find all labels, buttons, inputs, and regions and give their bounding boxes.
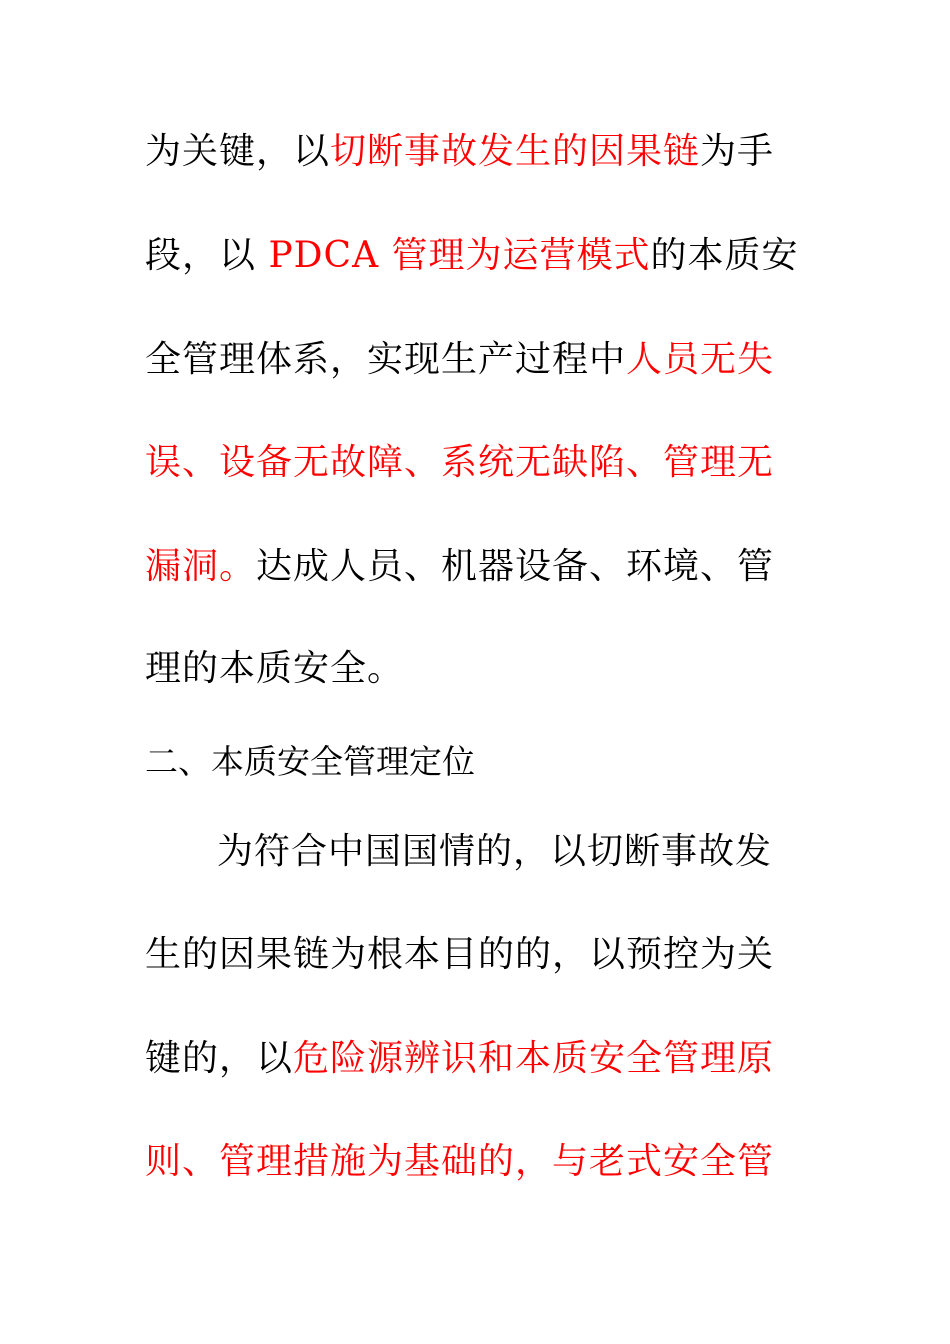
highlight-segment: 漏洞。 [145,546,257,587]
text-segment: 键的，以 [145,1038,294,1079]
highlight-segment: PDCA 管理为运营模式 [268,235,651,276]
text-line-4 [145,441,774,485]
text-segment: 理的本质安全。 [145,648,405,689]
text-segment: 全管理体系，实现生产过程中 [145,339,627,380]
highlight-segment: 人员无失 [626,339,775,380]
highlight-segment: 危险源辨识和本质安全管理原 [293,1038,775,1079]
text-line-9 [145,933,774,977]
text-line-1 [145,130,774,174]
text-line-5 [145,545,774,589]
highlight-segment: 切断事故发生的因果链 [330,131,701,172]
text-segment: 为符合中国国情的，以切断事故发 [217,831,773,872]
text-line-6 [145,647,404,691]
text-segment: 为关键，以 [145,131,331,172]
text-line-3 [145,338,774,382]
text-segment: 的本质安 [650,235,799,276]
heading-text: 二、本质安全管理定位 [145,742,475,781]
text-segment: 生的因果链为根本目的的，以预控为关 [145,934,775,975]
text-line-8 [217,830,772,874]
text-segment: 为手 [700,131,775,172]
text-segment: 达成人员、机器设备、环境、管 [256,546,775,587]
text-line-11 [145,1140,774,1184]
section-heading [145,740,475,784]
highlight-segment: 则、管理措施为基础的，与老式安全管 [145,1141,775,1182]
text-line-10 [145,1037,774,1081]
text-segment: 段，以 [145,235,269,276]
highlight-segment: 误、设备无故障、系统无缺陷、管理无 [145,442,775,483]
text-line-2 [145,234,799,278]
